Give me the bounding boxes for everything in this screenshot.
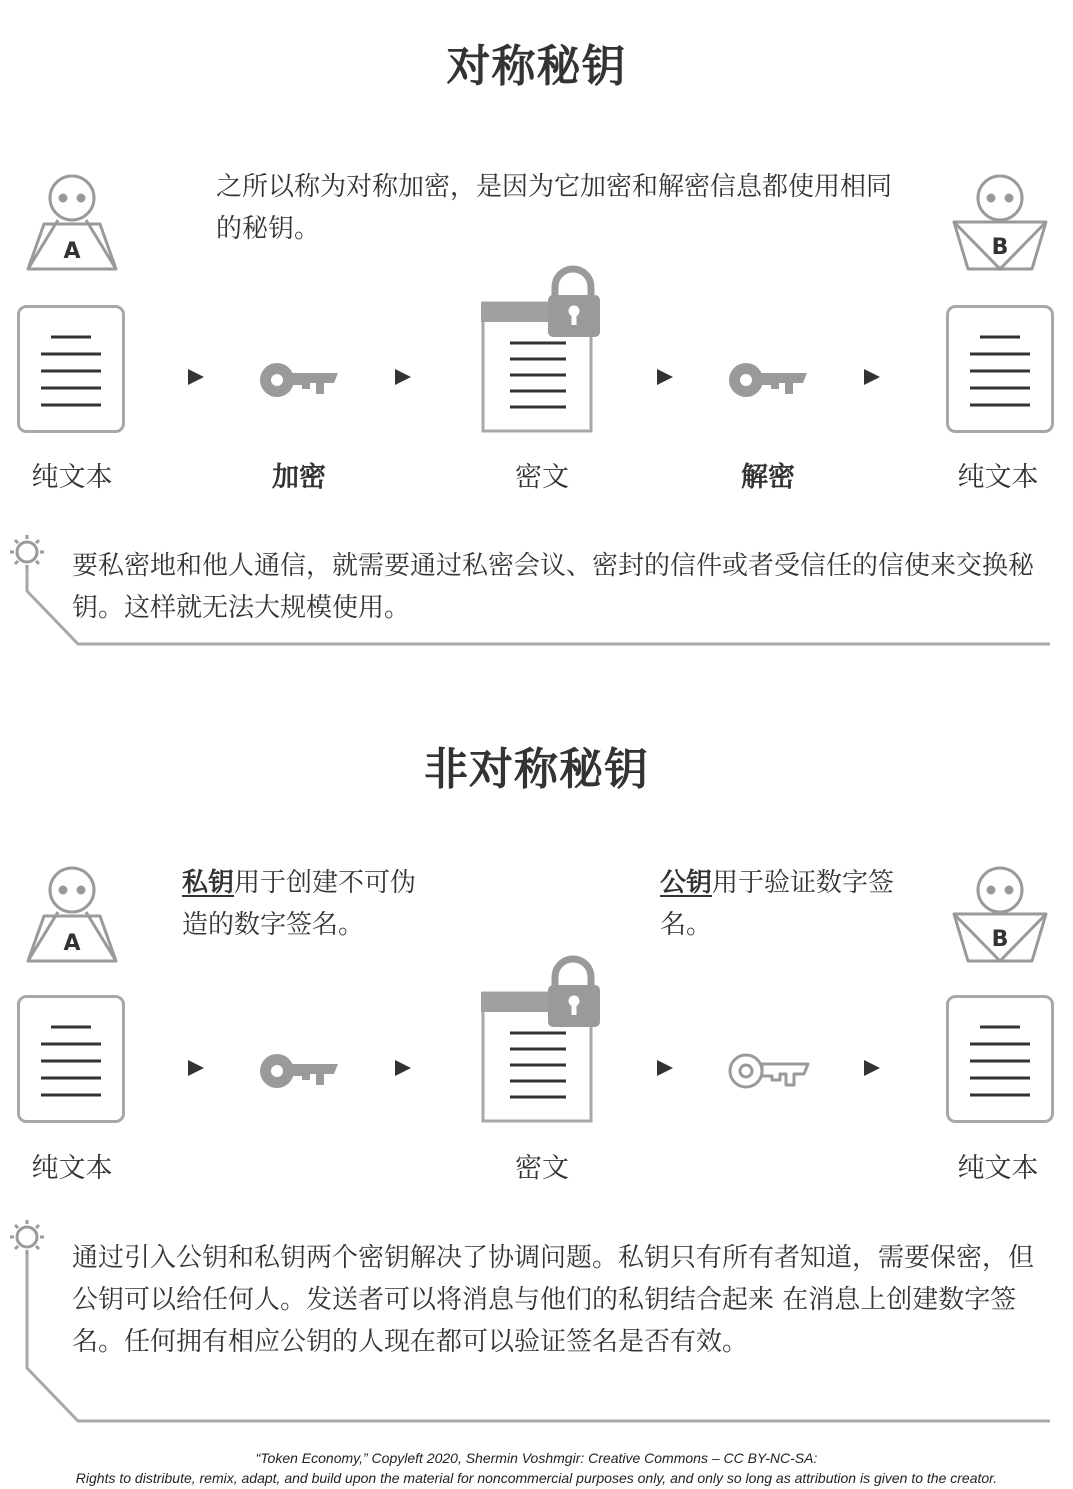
public-key-icon: [727, 1052, 811, 1090]
locked-document-icon: [480, 955, 604, 1125]
private-key-icon: [258, 1052, 340, 1090]
person-b-icon: [952, 174, 1052, 274]
person-a-icon: [22, 866, 122, 966]
symmetric-note: 要私密地和他人通信，就需要通过私密会议、密封的信件或者受信任的信使来交换秘钥。这样就无法大规模使用。: [72, 551, 1035, 623]
footer-license: Rights to distribute, remix, adapt, and build upon the material for noncommercial purposes only, and only so long as attribution is given to the creator.: [75, 1470, 998, 1486]
public-key-description: [660, 862, 910, 946]
arrow-right-icon: [862, 367, 882, 387]
arrow-right-icon: [655, 1058, 675, 1078]
label-encrypt: 加密: [272, 462, 326, 493]
public-key-term: 公钥: [660, 868, 713, 898]
document-icon: [946, 995, 1054, 1123]
key-icon: [727, 361, 809, 399]
locked-document-icon: [480, 265, 604, 435]
lightbulb-icon: [10, 535, 44, 569]
person-a-letter: A: [63, 931, 81, 956]
private-key-description: [182, 862, 432, 946]
label-plaintext: 纯文本: [957, 462, 1039, 493]
arrow-right-icon: [862, 1058, 882, 1078]
label-plaintext: 纯文本: [31, 1153, 113, 1184]
arrow-right-icon: [393, 1058, 413, 1078]
person-b-letter: B: [991, 927, 1009, 952]
key-icon: [258, 361, 340, 399]
person-a-letter: A: [63, 239, 81, 264]
private-key-desc: 用于创建不可伪造的数字签名。: [182, 868, 417, 940]
document-icon: [946, 305, 1054, 433]
footer-copyright: “Token Economy,” Copyleft 2020, Shermin Voshmgir: Creative Commons – CC BY-NC-SA:: [255, 1450, 818, 1466]
section-title-symmetric: 对称秘钥: [446, 41, 627, 92]
label-plaintext: 纯文本: [31, 462, 113, 493]
arrow-right-icon: [186, 1058, 206, 1078]
document-icon: [17, 995, 125, 1123]
document-icon: [17, 305, 125, 433]
person-b-letter: B: [991, 235, 1009, 260]
label-ciphertext: 密文: [515, 1153, 569, 1184]
private-key-term: 私钥: [182, 868, 235, 898]
public-key-desc: 用于验证数字签名。: [660, 868, 895, 940]
arrow-right-icon: [655, 367, 675, 387]
person-a-icon: [22, 174, 122, 274]
arrow-right-icon: [186, 367, 206, 387]
lightbulb-icon: [10, 1220, 44, 1254]
label-plaintext: 纯文本: [957, 1153, 1039, 1184]
section-title-asymmetric: 非对称秘钥: [424, 744, 649, 795]
asymmetric-note: 通过引入公钥和私钥两个密钥解决了协调问题。私钥只有所有者知道，需要保密，但公钥可以给任何人。发送者可以将消息与他们的私钥结合起来 在消息上创建数字签名。任何拥有相应公钥的人现在都可以验证签名是否有效。: [72, 1243, 1035, 1357]
arrow-right-icon: [393, 367, 413, 387]
label-decrypt: 解密: [741, 462, 795, 493]
person-b-icon: [952, 866, 1052, 966]
label-ciphertext: 密文: [515, 462, 569, 493]
symmetric-description: 之所以称为对称加密，是因为它加密和解密信息都使用相同的秘钥。: [216, 172, 893, 244]
